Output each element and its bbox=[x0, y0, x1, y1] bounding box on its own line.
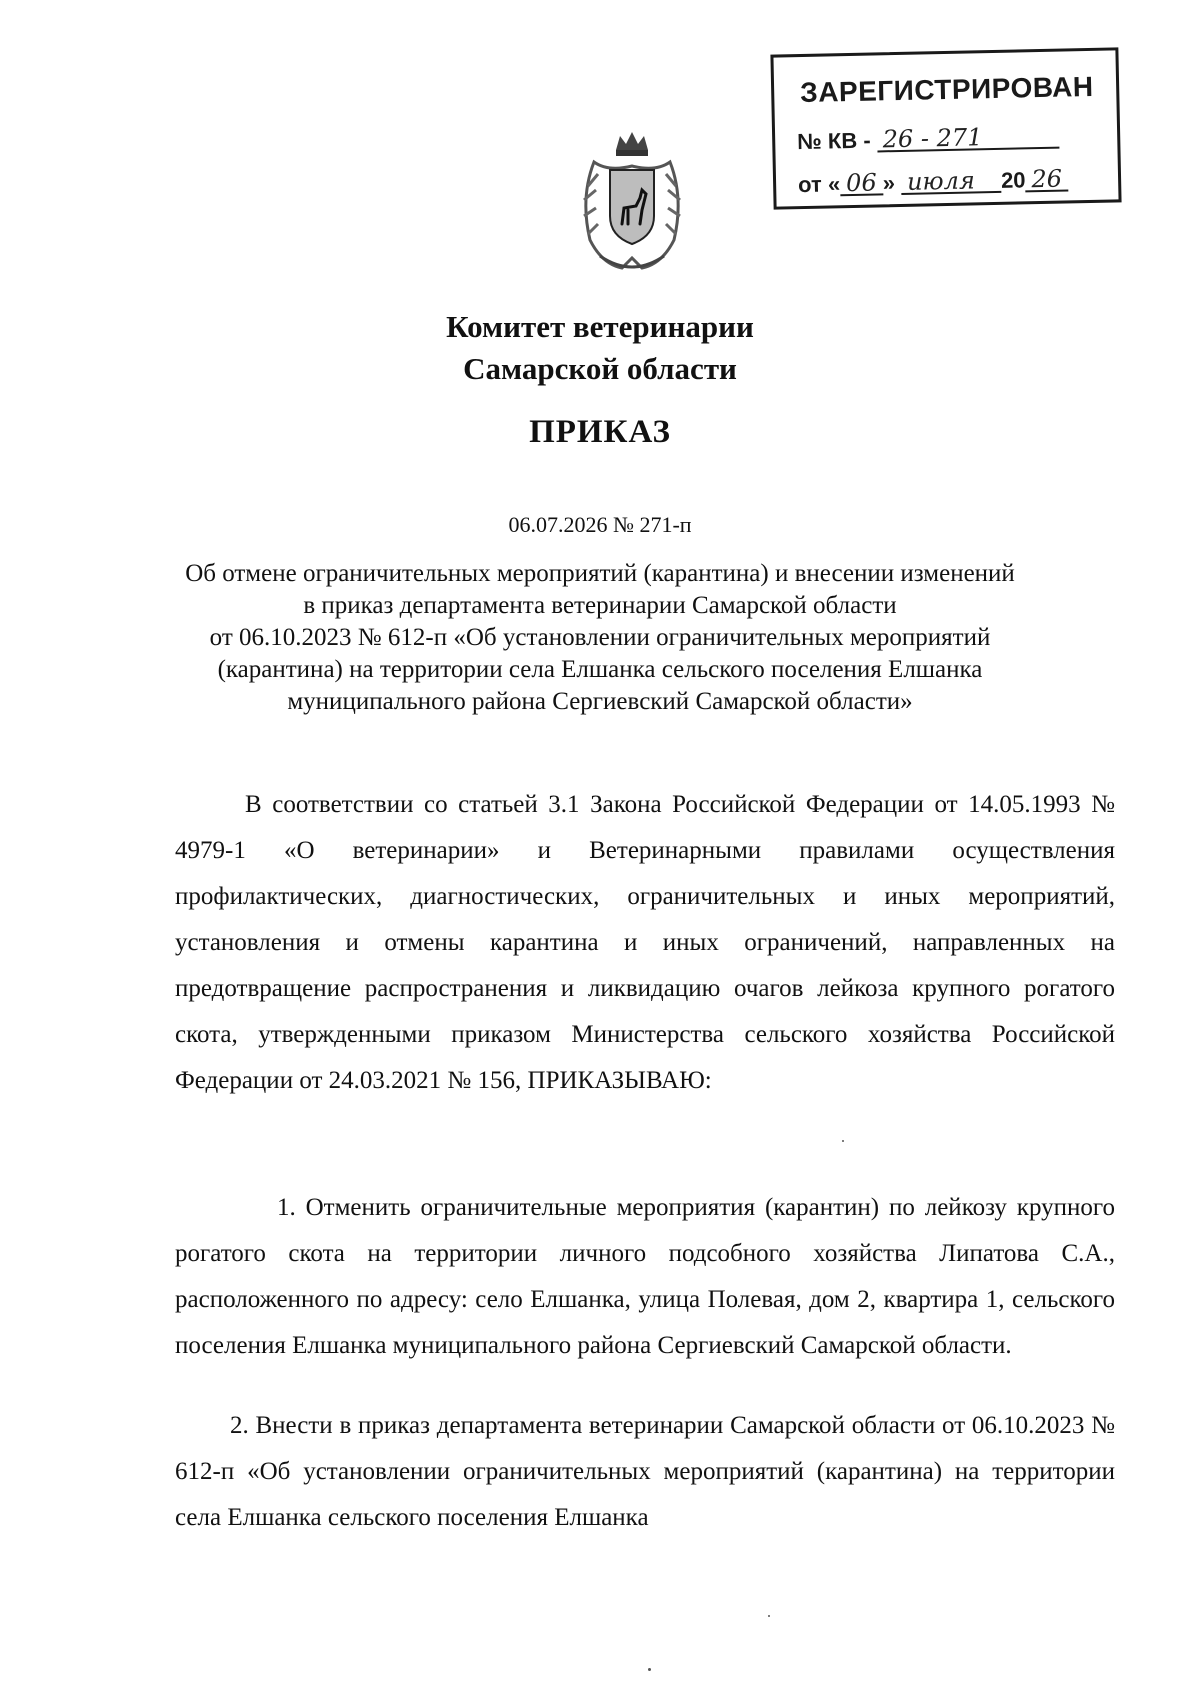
stamp-number-label: № КВ - bbox=[796, 127, 871, 155]
stamp-number-row bbox=[797, 124, 1059, 155]
document-number: 06.07.2026 № 271-п bbox=[508, 512, 692, 537]
document-subject bbox=[140, 558, 1060, 718]
order-item-1 bbox=[175, 1185, 1115, 1369]
stamp-date-year-suffix: 26 bbox=[1025, 167, 1068, 192]
document-type: ПРИКАЗ bbox=[529, 414, 671, 450]
order-item-2-text: 2. Внести в приказ департамента ветеринарии Самарской области от 06.10.2023 № 612-п «Об установлении ограничительных мероприятий (карантина) на территории села Елшанка сельского поселения Елшанка bbox=[175, 1412, 1115, 1531]
samara-coat-of-arms-icon bbox=[576, 128, 688, 276]
order-item-2 bbox=[175, 1403, 1115, 1541]
scan-speck bbox=[842, 1140, 844, 1142]
subject-line-3: от 06.10.2023 № 612-п «Об установлении ограничительных мероприятий bbox=[209, 624, 991, 651]
organization-line-2: Самарской области bbox=[463, 351, 737, 386]
stamp-date-prefix: от « bbox=[797, 171, 841, 198]
subject-line-1: Об отмене ограничительных мероприятий (карантина) и внесении изменений bbox=[185, 560, 1015, 587]
stamp-title: ЗАРЕГИСТРИРОВАН bbox=[799, 70, 1094, 109]
stamp-date-month: июля bbox=[901, 169, 1001, 195]
stamp-date-day: 06 bbox=[840, 171, 883, 196]
scan-speck bbox=[648, 1668, 651, 1671]
subject-line-4: (карантина) на территории села Елшанка сельского поселения Елшанка bbox=[217, 656, 983, 683]
stamp-date-mid: » bbox=[882, 170, 896, 196]
scan-speck bbox=[768, 1615, 770, 1617]
stamp-date-row bbox=[798, 166, 1068, 198]
organization-line-1: Комитет ветеринарии bbox=[446, 309, 754, 344]
stamp-date-year-prefix: 20 bbox=[1000, 167, 1026, 193]
registration-stamp bbox=[770, 47, 1121, 209]
subject-line-2: в приказ департамента ветеринарии Самарской области bbox=[303, 592, 897, 619]
preamble-paragraph bbox=[175, 782, 1115, 1104]
stamp-number-value: 26 - 271 bbox=[876, 125, 1058, 153]
preamble-text: В соответствии со статьей 3.1 Закона Российской Федерации от 14.05.1993 № 4979-1 «О ветеринарии» и Ветеринарными правилами осуществления профилактических, диагностических, ограничительных и иных мероприятий, установления и отмены карантина и иных ограничений, направленных на предотвращение распространения и ликвидацию очагов лейкоза крупного рогатого скота, утвержденными приказом Министерства сельского хозяйства Российской Федерации от 24.03.2021 № 156, ПРИКАЗЫВАЮ: bbox=[175, 791, 1115, 1094]
organization-name bbox=[140, 306, 1060, 390]
order-item-1-text: 1. Отменить ограничительные мероприятия (карантин) по лейкозу крупного рогатого скота на территории личного подсобного хозяйства Липатова С.А., расположенного по адресу: село Елшанка, улица Полевая, дом 2, квартира 1, сельского поселения Елшанка муниципального района Сергиевский Самарской области. bbox=[175, 1194, 1115, 1359]
subject-line-5: муниципального района Сергиевский Самарской области» bbox=[287, 688, 913, 715]
